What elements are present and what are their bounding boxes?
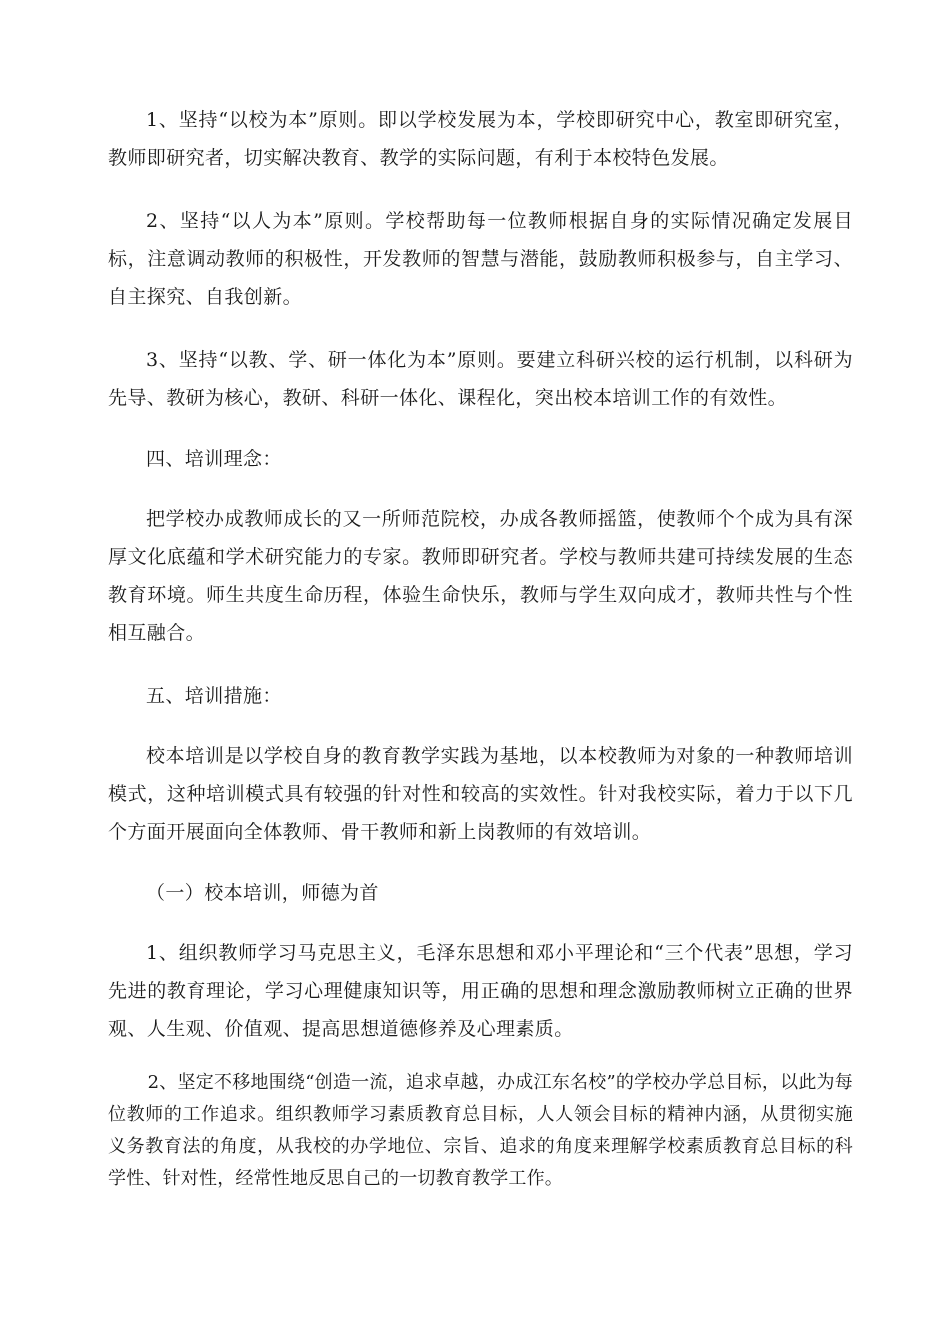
paragraph-training-concept: 把学校办成教师成长的又一所师范院校，办成各教师摇篮，使教师个个成为具有深厚文化底蕴和学术研究能力的专家。教师即研究者。学校与教师共建可持续发展的生态教育环境。师生共度生命历程，体验生命快乐，教师与学生双向成才，教师共性与个性相互融合。: [108, 508, 853, 644]
paragraph-principle-integration: 3、坚持“以教、学、研一体化为本”原则。要建立科研兴校的运行机制，以科研为先导、教研为核心，教研、科研一体化、课程化，突出校本培训工作的有效性。: [108, 349, 853, 409]
paragraph-principle-school-based: 1、坚持“以校为本”原则。即以学校发展为本，学校即研究中心，教室即研究室，教师即研究者，切实解决教育、教学的实际问题，有利于本校特色发展。: [108, 109, 853, 169]
paragraph-study-theory: 1、组织教师学习马克思主义，毛泽东思想和邓小平理论和“三个代表”思想，学习先进的教育理论，学习心理健康知识等，用正确的思想和理念激励教师树立正确的世界观、人生观、价值观、提高思想道德修养及心理素质。: [108, 942, 853, 1040]
paragraph-training-measures: 校本培训是以学校自身的教育教学实践为基地，以本校教师为对象的一种教师培训模式，这种培训模式具有较强的针对性和较高的实效性。针对我校实际，着力于以下几个方面开展面向全体教师、骨干教师和新上岗教师的有效培训。: [108, 745, 853, 843]
heading-training-measures: 五、培训措施：: [146, 685, 282, 707]
paragraph-principle-people-oriented: 2、坚持“以人为本”原则。学校帮助每一位教师根据自身的实际情况确定发展目标，注意调动教师的积极性，开发教师的智慧与潜能，鼓励教师积极参与，自主学习、自主探究、自我创新。: [108, 210, 853, 308]
heading-section-one: （一）校本培训，师德为首: [146, 882, 379, 904]
heading-training-concept: 四、培训理念：: [146, 448, 282, 470]
paragraph-school-goal: 2、坚定不移地围绕“创造一流，追求卓越，办成江东名校”的学校办学总目标，以此为每位教师的工作追求。组织教师学习素质教育总目标，人人领会目标的精神内涵，从贯彻实施义务教育法的角度，从我校的办学地位、宗旨、追求的角度来理解学校素质教育总目标的科学性、针对性，经常性地反思自己的一切教育教学工作。: [108, 1072, 853, 1189]
